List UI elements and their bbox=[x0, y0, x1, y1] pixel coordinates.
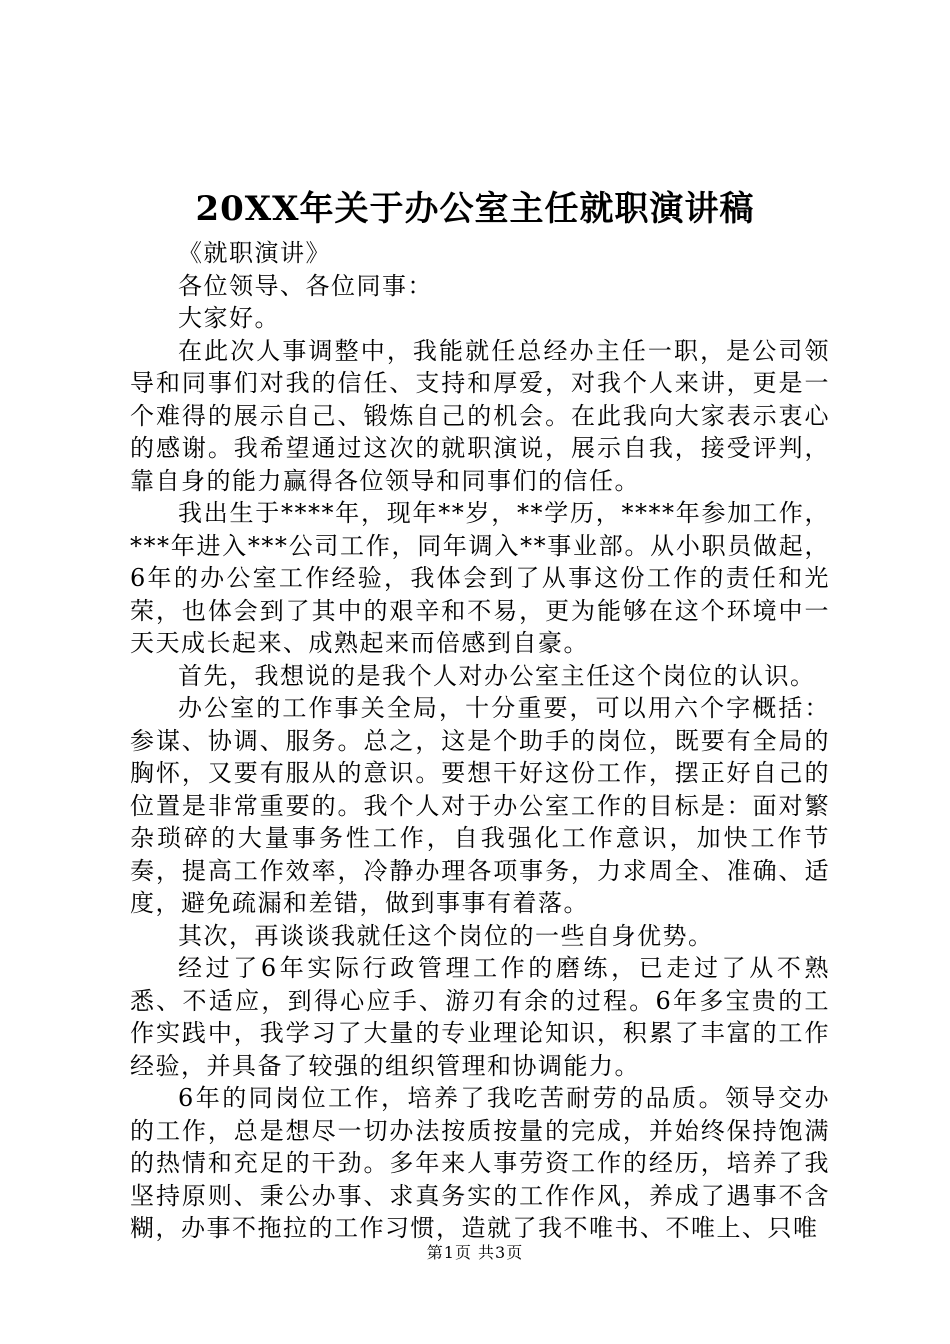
paragraph-introduction: 在此次人事调整中，我能就任总经办主任一职，是公司领导和同事们对我的信任、支持和厚爱，对我个人来讲，更是一个难得的展示自己、锻炼自己的机会。在此我向大家表示衷心的感谢。我希望通过这次的就职演说，展示自我，接受评判，靠自身的能力赢得各位领导和同事们的信任。 bbox=[130, 336, 830, 495]
document-title: 20XX年关于办公室主任就职演讲稿 bbox=[195, 189, 755, 229]
paragraph-qualities: 6年的同岗位工作，培养了我吃苦耐劳的品质。领导交办的工作，总是想尽一切办法按质按量的完成，并始终保持饱满的热情和充足的干劲。多年来人事劳资工作的经历，培养了我坚持原则、秉公办事、求真务实的工作作风，养成了遇事不含糊，办事不拖拉的工作习惯，造就了我不唯书、不唯上、只唯 bbox=[130, 1084, 830, 1242]
paragraph-heading: 《就职演讲》 bbox=[178, 239, 331, 267]
paragraph-experience: 经过了6年实际行政管理工作的磨练，已走过了从不熟悉、不适应，到得心应手、游刃有余的过程。6年多宝贵的工作实践中，我学习了大量的专业理论知识，积累了丰富的工作经验，并具备了较强的组织管理和协调能力。 bbox=[130, 954, 830, 1080]
paragraph-background: 我出生于****年，现年**岁，**学历，****年参加工作，***年进入***公司工作，同年调入**事业部。从小职员做起，6年的办公室工作经验，我体会到了从事这份工作的责任和光荣，也体会到了其中的艰辛和不易，更为能够在这个环境中一天天成长起来、成熟起来而倍感到自豪。 bbox=[130, 499, 830, 657]
paragraph-first-point: 首先，我想说的是我个人对办公室主任这个岗位的认识。 bbox=[178, 661, 816, 690]
paragraph-salutation: 各位领导、各位同事： bbox=[178, 271, 433, 300]
document-body bbox=[130, 237, 830, 1245]
paragraph-greeting: 大家好。 bbox=[178, 304, 280, 332]
page-number-footer: 第1页 共3页 bbox=[426, 1243, 524, 1262]
paragraph-office-role: 办公室的工作事关全局，十分重要，可以用六个字概括：参谋、协调、服务。总之，这是个助手的岗位，既要有全局的胸怀，又要有服从的意识。要想干好这份工作，摆正好自己的位置是非常重要的。我个人对于办公室工作的目标是：面对繁杂琐碎的大量事务性工作，自我强化工作意识，加快工作节奏，提高工作效率，冷静办理各项事务，力求周全、准确、适度，避免疏漏和差错，做到事事有着落。 bbox=[130, 694, 830, 917]
paragraph-second-point: 其次，再谈谈我就任这个岗位的一些自身优势。 bbox=[178, 921, 714, 950]
